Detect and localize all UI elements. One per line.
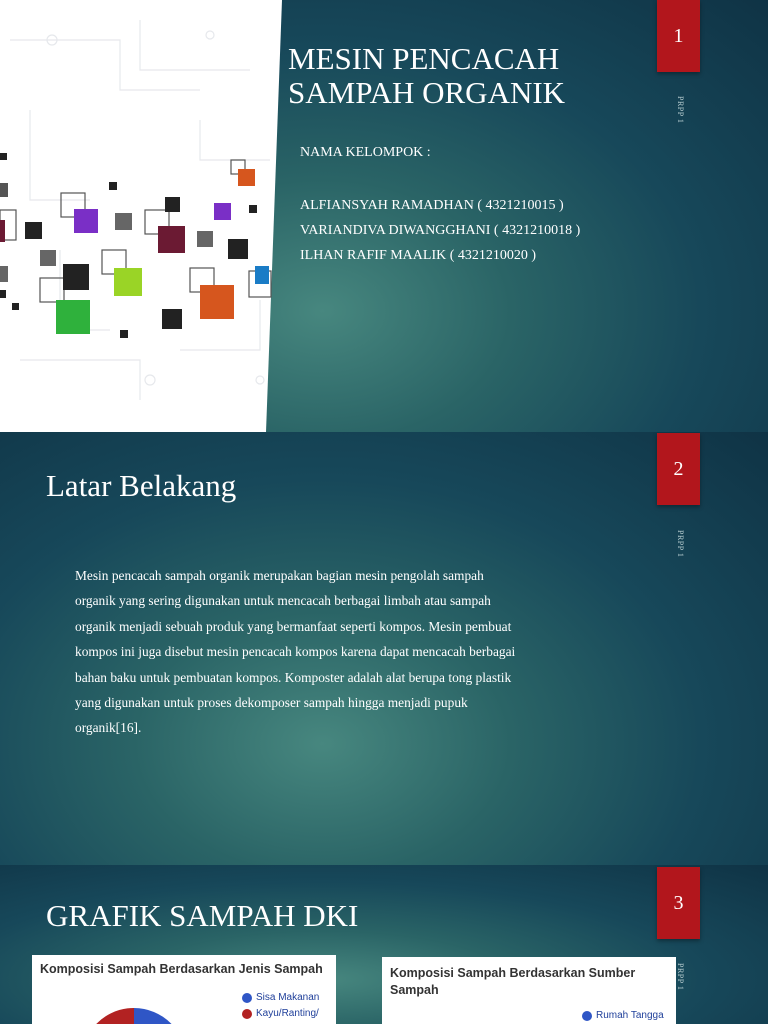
member-2: VARIANDIVA DIWANGGHANI ( 4321210018 ): [300, 223, 581, 238]
chart-sumber-sampah: [382, 957, 676, 1024]
paragraph-line: kompos ini juga disebut mesin pencacah kompos karena dapat mencacah berbagai: [75, 644, 516, 660]
legend-swatch: [582, 1011, 592, 1021]
legend-swatch: [242, 1009, 252, 1019]
legend-swatch: [242, 993, 252, 1003]
title-line-2: SAMPAH ORGANIK: [288, 75, 566, 110]
chart-title-line-1: Komposisi Sampah Berdasarkan Sumber: [390, 966, 636, 980]
chart-title: Komposisi Sampah Berdasarkan Jenis Sampah: [40, 962, 323, 976]
title-line-1: MESIN PENCACAH: [288, 41, 560, 76]
paragraph-line: organik menjadi sebuah produk yang bermanfaat seperti kompos. Mesin pembuat: [75, 618, 512, 634]
paragraph-line: bahan baku untuk pembuatan kompos. Komposter adalah alat berupa tong plastik: [75, 669, 512, 685]
slide-number: 3: [657, 867, 700, 939]
paragraph-line: organik yang sering digunakan untuk mencacah berbagai limbah atau sampah: [75, 593, 491, 609]
presentation-title: [288, 42, 565, 110]
kelompok-label: NAMA KELOMPOK :: [300, 145, 431, 160]
slide-3-title: GRAFIK SAMPAH DKI: [46, 898, 359, 933]
decorative-squares-panel: [0, 0, 282, 432]
paragraph-line: Mesin pencacah sampah organik merupakan bagian mesin pengolah sampah: [75, 568, 484, 583]
slide-number: 1: [657, 0, 700, 72]
member-3: ILHAN RAFIF MAALIK ( 4321210020 ): [300, 248, 537, 263]
paragraph-line: organik[16].: [75, 720, 142, 736]
side-label: PRPP 1: [676, 96, 685, 124]
legend-item-sisa-makanan: [242, 992, 319, 1003]
slide-number: 2: [657, 433, 700, 505]
legend-label: Rumah Tangga: [596, 1010, 664, 1021]
side-label: PRPP 1: [676, 963, 685, 991]
side-label: PRPP 1: [676, 530, 685, 558]
paragraph-line: yang digunakan untuk proses dekomposer sampah hingga menjadi pupuk: [75, 695, 468, 711]
legend-item-rumah-tangga: [582, 1010, 664, 1021]
chart-title-line-2: Sampah: [390, 983, 439, 997]
chart-jenis-sampah: [32, 955, 336, 1024]
legend-item-kayu-ranting: [242, 1008, 319, 1019]
member-1: ALFIANSYAH RAMADHAN ( 4321210015 ): [300, 198, 564, 213]
latar-belakang-paragraph: [75, 563, 565, 741]
slide-1: [0, 0, 768, 432]
legend-label: Sisa Makanan: [256, 992, 320, 1003]
legend-label: Kayu/Ranting/: [256, 1008, 319, 1019]
chart-title: [390, 965, 635, 999]
slide-2-title: Latar Belakang: [46, 468, 237, 503]
